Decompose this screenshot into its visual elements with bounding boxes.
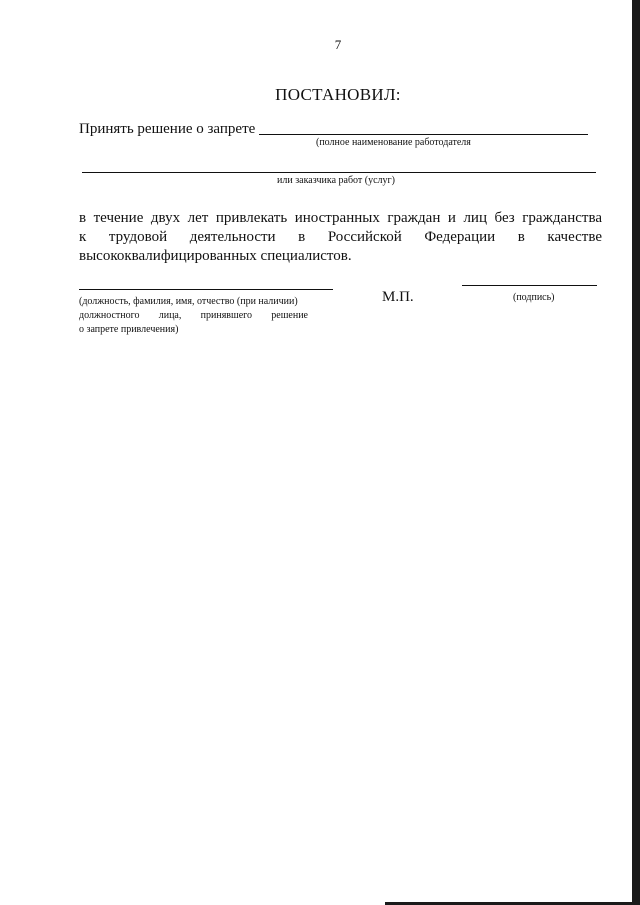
- employer-name-line: [259, 134, 588, 135]
- employer-name-caption: (полное наименование работодателя: [316, 137, 471, 148]
- scan-edge-right: [632, 0, 640, 905]
- customer-name-caption: или заказчика работ (услуг): [277, 175, 395, 186]
- signature-line: [462, 285, 597, 286]
- paragraph-line: к трудовой деятельности в Российской Федерации в качестве: [79, 229, 602, 245]
- official-caption: [79, 295, 308, 337]
- paragraph-line: высококвалифицированных специалистов.: [79, 248, 352, 264]
- decision-label: Принять решение о запрете: [79, 121, 256, 137]
- signature-caption: (подпись): [513, 292, 555, 303]
- official-signature-line: [79, 289, 333, 290]
- customer-name-line: [82, 172, 596, 173]
- paragraph-line: в течение двух лет привлекать иностранных граждан и лиц без гражданства: [79, 210, 602, 226]
- official-caption-line: (должность, фамилия, имя, отчество (при наличии): [79, 296, 298, 307]
- stamp-placeholder: М.П.: [382, 289, 414, 305]
- official-caption-line: о запрете привлечения): [79, 324, 179, 335]
- official-caption-line: должностного лица, принявшего решение: [79, 310, 308, 321]
- page-number: 7: [334, 37, 342, 52]
- decision-paragraph: [79, 209, 602, 266]
- decree-heading: ПОСТАНОВИЛ:: [275, 85, 401, 104]
